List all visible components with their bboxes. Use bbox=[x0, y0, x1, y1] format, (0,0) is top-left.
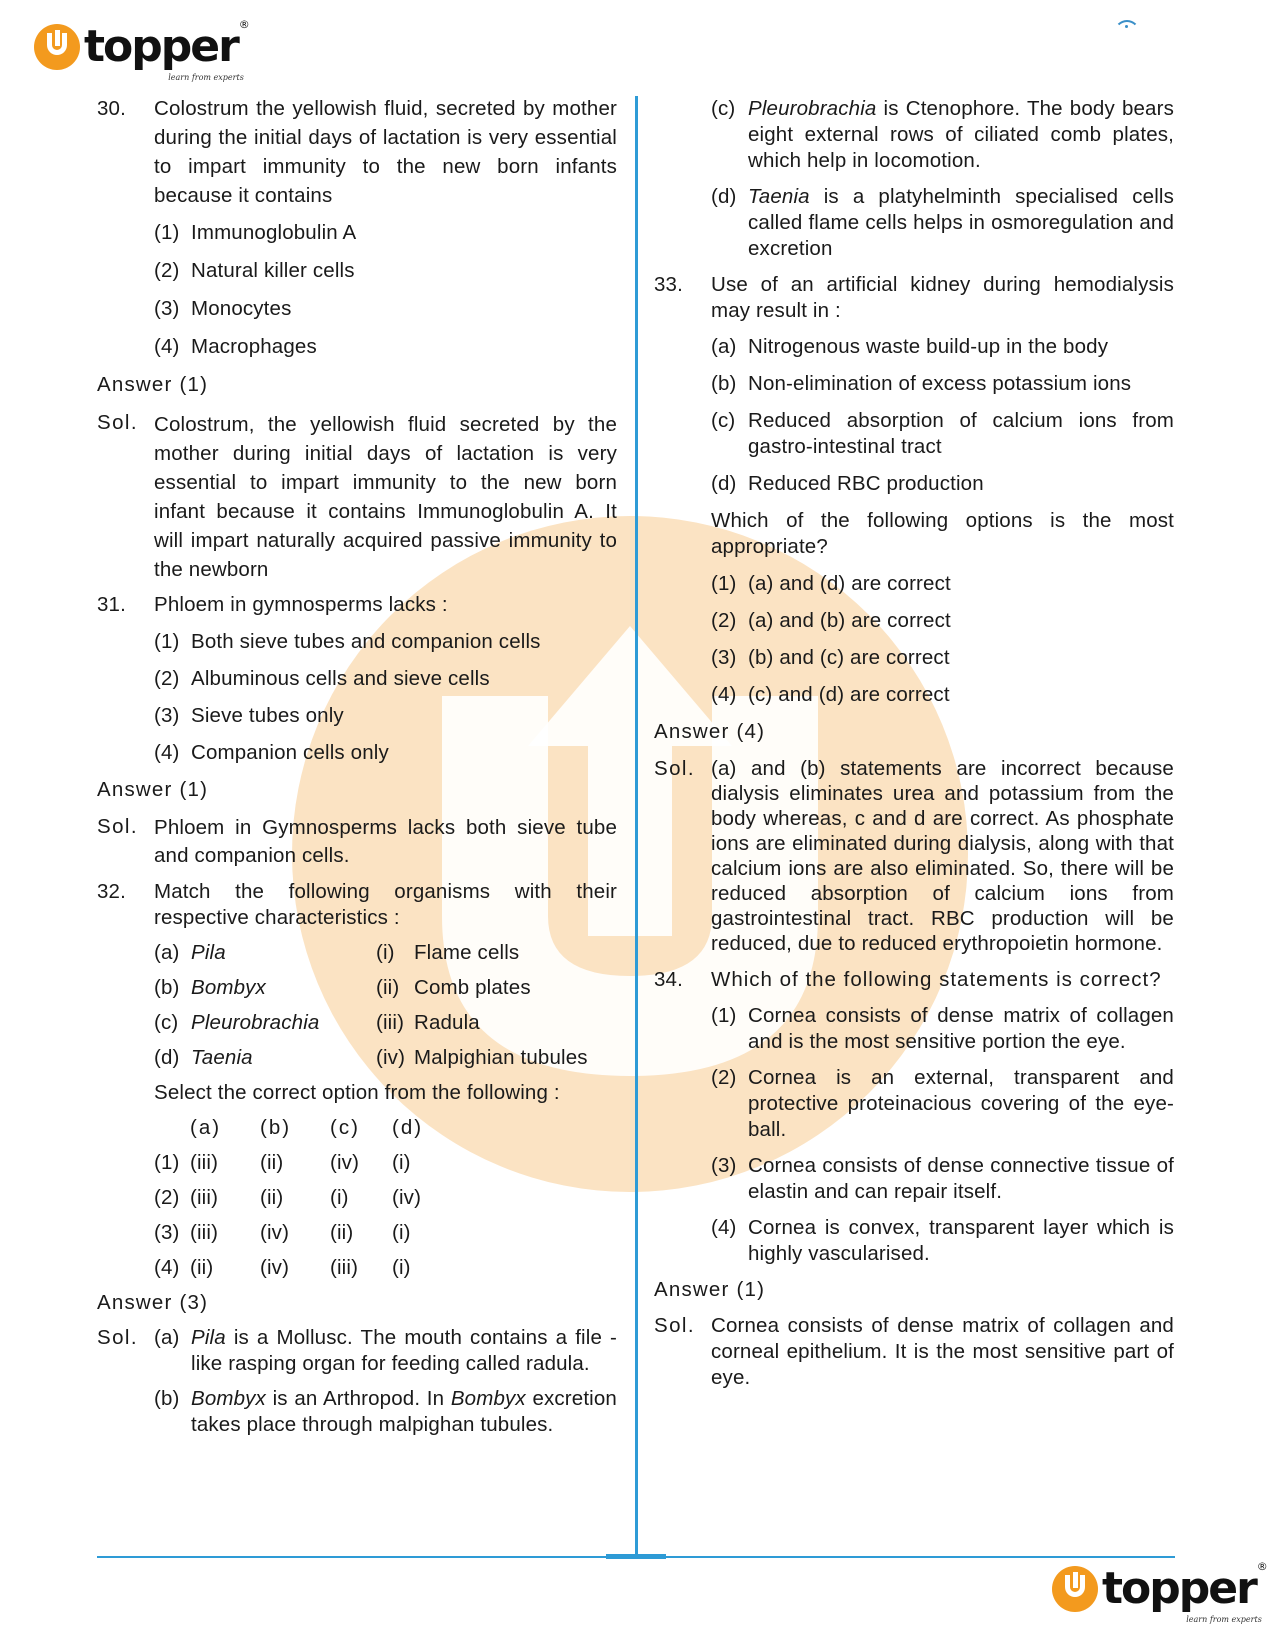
solution-text: Colostrum, the yellowish fluid secreted by the mother during initial days of lactation is very essential to impart immunity to the new born infant because it contains Immunoglobulin A. It will impart naturally acquired passive immunity to the newborn bbox=[154, 413, 617, 581]
grid-cell: (iii) bbox=[190, 1186, 219, 1209]
solution-30 bbox=[97, 410, 617, 584]
match-roman: (i) bbox=[376, 941, 395, 964]
match-row bbox=[154, 1010, 617, 1036]
option-label: (1) bbox=[711, 572, 737, 595]
statement-text: Non-elimination of excess potassium ions bbox=[748, 372, 1132, 395]
logo-wordmark bbox=[1102, 1560, 1268, 1624]
grid-cell: (i) bbox=[392, 1256, 411, 1279]
column-divider bbox=[635, 96, 638, 1558]
grid-cell: (iii) bbox=[190, 1151, 219, 1174]
organism-name: Pleurobrachia bbox=[191, 1011, 320, 1034]
solution-label: Sol. bbox=[97, 815, 138, 838]
solution-33 bbox=[654, 756, 1174, 956]
option-label: (1) bbox=[711, 1004, 737, 1027]
grid-cell: (iv) bbox=[260, 1221, 290, 1244]
grid-cell: (iv) bbox=[260, 1256, 290, 1279]
option bbox=[711, 1003, 1174, 1055]
grid-cell: (2) bbox=[154, 1186, 180, 1209]
option-text: (b) and (c) are correct bbox=[748, 646, 950, 669]
grid-header-cell: (b) bbox=[260, 1116, 292, 1139]
answer-line: Answer (3) bbox=[97, 1291, 209, 1314]
option-text: Natural killer cells bbox=[191, 259, 355, 282]
option-text: Companion cells only bbox=[191, 741, 389, 764]
question-prompt: Which of the following options is the most appropriate? bbox=[711, 509, 1174, 558]
grid-cell: (iii) bbox=[330, 1256, 359, 1279]
left-column bbox=[97, 96, 617, 1438]
topper-logo-footer bbox=[1052, 1560, 1268, 1624]
option bbox=[154, 220, 617, 246]
arc-icon bbox=[1114, 20, 1140, 46]
grid-row bbox=[154, 1185, 617, 1211]
logo-registered: ® bbox=[1256, 1560, 1268, 1573]
option bbox=[154, 334, 617, 360]
grid-cell: (i) bbox=[392, 1151, 411, 1174]
grid-cell: (4) bbox=[154, 1256, 180, 1279]
question-30 bbox=[97, 96, 617, 210]
answer-line: Answer (1) bbox=[97, 778, 209, 801]
grid-cell: (ii) bbox=[260, 1151, 284, 1174]
option-text: Cornea is convex, transparent layer which is highly vascularised. bbox=[748, 1216, 1174, 1265]
grid-row bbox=[154, 1150, 617, 1176]
option-text: Cornea consists of dense connective tissue of elastin and can repair itself. bbox=[748, 1154, 1174, 1203]
solution-item-label: (b) bbox=[154, 1387, 180, 1410]
option-text: Immunoglobulin A bbox=[191, 221, 357, 244]
organism-name: Taenia bbox=[748, 185, 810, 208]
solution-label: Sol. bbox=[97, 411, 138, 434]
grid-cell: (i) bbox=[330, 1186, 349, 1209]
question-number: 33. bbox=[654, 273, 683, 296]
characteristic: Comb plates bbox=[414, 976, 531, 999]
statement-label: (c) bbox=[711, 409, 736, 432]
solution-item-text: is a platyhelminth specialised cells called flame cells helps in osmoregulation and excretion bbox=[748, 185, 1174, 260]
topper-logo-icon bbox=[34, 24, 80, 70]
solution-item-text: excretion takes place through malpighan tubules. bbox=[191, 1387, 617, 1436]
question-text: Colostrum the yellowish fluid, secreted by mother during the initial days of lactation is very essential to impart immunity to the new born infants because it contains bbox=[154, 97, 617, 207]
statement-label: (d) bbox=[711, 472, 737, 495]
question-number: 32. bbox=[97, 880, 126, 903]
solution-item-label: (d) bbox=[711, 185, 737, 208]
option bbox=[711, 1153, 1174, 1205]
option bbox=[154, 740, 617, 766]
statement-label: (a) bbox=[711, 335, 737, 358]
option-label: (3) bbox=[711, 646, 737, 669]
match-label: (a) bbox=[154, 941, 180, 964]
question-number: 30. bbox=[97, 97, 126, 120]
statement bbox=[711, 371, 1174, 397]
option-text: (a) and (d) are correct bbox=[748, 572, 951, 595]
option-text: (a) and (b) are correct bbox=[748, 609, 951, 632]
option bbox=[711, 682, 1174, 708]
statement-text: Nitrogenous waste build-up in the body bbox=[748, 335, 1109, 358]
topper-logo-icon bbox=[1052, 1566, 1098, 1612]
match-label: (c) bbox=[154, 1011, 179, 1034]
option-label: (1) bbox=[154, 630, 180, 653]
question-text: Which of the following statements is correct? bbox=[711, 968, 1162, 991]
grid-cell: (iv) bbox=[330, 1151, 360, 1174]
option-label: (4) bbox=[711, 1216, 737, 1239]
option bbox=[711, 1065, 1174, 1143]
option-label: (2) bbox=[711, 609, 737, 632]
answer-line: Answer (4) bbox=[654, 720, 766, 743]
option-label: (4) bbox=[154, 335, 180, 358]
solution-item-d bbox=[711, 184, 1174, 262]
match-roman: (ii) bbox=[376, 976, 400, 999]
characteristic: Radula bbox=[414, 1011, 480, 1034]
option bbox=[711, 1215, 1174, 1267]
option bbox=[154, 703, 617, 729]
question-33 bbox=[654, 272, 1174, 324]
grid-cell: (ii) bbox=[190, 1256, 214, 1279]
organism-name: Pleurobrachia bbox=[748, 97, 877, 120]
logo-name: topper bbox=[84, 21, 238, 72]
option-text: (c) and (d) are correct bbox=[748, 683, 950, 706]
grid-cell: (3) bbox=[154, 1221, 180, 1244]
grid-cell: (iv) bbox=[392, 1186, 422, 1209]
solution-item-label: (a) bbox=[154, 1326, 180, 1349]
question-text: Use of an artificial kidney during hemodialysis may result in : bbox=[711, 273, 1174, 322]
option-label: (4) bbox=[711, 683, 737, 706]
option-label: (2) bbox=[154, 259, 180, 282]
statement bbox=[711, 408, 1174, 460]
statement-label: (b) bbox=[711, 372, 737, 395]
option bbox=[711, 645, 1174, 671]
match-row bbox=[154, 975, 617, 1001]
option-text: Cornea is an external, transparent and protective proteinacious covering of the eye-ball. bbox=[748, 1066, 1174, 1141]
logo-registered: ® bbox=[238, 18, 250, 31]
grid-cell: (ii) bbox=[260, 1186, 284, 1209]
solution-label: Sol. bbox=[654, 757, 695, 780]
grid-cell: (iii) bbox=[190, 1221, 219, 1244]
option bbox=[154, 629, 617, 655]
solution-label: Sol. bbox=[97, 1326, 138, 1349]
question-number: 34. bbox=[654, 968, 683, 991]
option-label: (3) bbox=[154, 704, 180, 727]
solution-text: Phloem in Gymnosperms lacks both sieve tube and companion cells. bbox=[154, 816, 617, 867]
match-row bbox=[154, 1045, 617, 1071]
solution-item-text: is an Arthropod. In bbox=[265, 1387, 451, 1410]
solution-34 bbox=[654, 1313, 1174, 1391]
grid-header-cell: (a) bbox=[190, 1116, 222, 1139]
solution-item-text: is a Mollusc. The mouth contains a file - like rasping organ for feeding called radula. bbox=[191, 1326, 617, 1375]
grid-header-cell: (c) bbox=[330, 1116, 360, 1139]
match-roman: (iii) bbox=[376, 1011, 405, 1034]
solution-text: Cornea consists of dense matrix of collagen and corneal epithelium. It is the most sensitive part of eye. bbox=[711, 1314, 1174, 1389]
option-label: (4) bbox=[154, 741, 180, 764]
statement bbox=[711, 471, 1174, 497]
characteristic: Flame cells bbox=[414, 941, 520, 964]
select-instruction: Select the correct option from the following : bbox=[154, 1081, 560, 1104]
option-text: Both sieve tubes and companion cells bbox=[191, 630, 541, 653]
right-column bbox=[654, 96, 1174, 1391]
question-32 bbox=[97, 879, 617, 931]
answer-line: Answer (1) bbox=[654, 1278, 766, 1301]
solution-item-b bbox=[154, 1386, 617, 1438]
organism-name: Bombyx bbox=[191, 1387, 266, 1410]
footer-rule-tab bbox=[606, 1554, 666, 1559]
match-roman: (iv) bbox=[376, 1046, 406, 1069]
question-34 bbox=[654, 967, 1174, 993]
logo-name: topper bbox=[1102, 1563, 1256, 1614]
grid-cell: (ii) bbox=[330, 1221, 354, 1244]
solution-31 bbox=[97, 814, 617, 870]
organism-name: Bombyx bbox=[450, 1387, 526, 1410]
option-text: Monocytes bbox=[191, 297, 292, 320]
organism-name: Bombyx bbox=[191, 976, 266, 999]
solution-text: (a) and (b) statements are incorrect because dialysis eliminates urea and potassium from the body whereas, c and d are correct. As phosphate ions are eliminated during dialysis, along with that calcium ions are also eliminated. So, there will be reduced absorption of calcium ions from gastrointestinal tract. RBC production will be reduced, due to reduced erythropoietin hormone. bbox=[711, 757, 1174, 955]
question-number: 31. bbox=[97, 593, 126, 616]
grid-row bbox=[154, 1255, 617, 1281]
option-text: Albuminous cells and sieve cells bbox=[191, 667, 490, 690]
match-label: (d) bbox=[154, 1046, 180, 1069]
option-label: (3) bbox=[154, 297, 180, 320]
option-label: (1) bbox=[154, 221, 180, 244]
statement-text: Reduced absorption of calcium ions from gastro-intestinal tract bbox=[748, 409, 1174, 458]
option bbox=[154, 258, 617, 284]
question-text: Phloem in gymnosperms lacks : bbox=[154, 593, 448, 616]
topper-logo bbox=[34, 18, 250, 82]
solution-label: Sol. bbox=[654, 1314, 695, 1337]
logo-wordmark bbox=[84, 18, 250, 82]
organism-name: Pila bbox=[191, 1326, 226, 1349]
solution-item-c bbox=[711, 96, 1174, 174]
match-label: (b) bbox=[154, 976, 180, 999]
solution-item-a bbox=[154, 1325, 617, 1377]
option bbox=[711, 608, 1174, 634]
grid-cell: (i) bbox=[392, 1221, 411, 1244]
grid-row bbox=[154, 1220, 617, 1246]
organism-name: Taenia bbox=[191, 1046, 253, 1069]
statement bbox=[711, 334, 1174, 360]
option bbox=[154, 296, 617, 322]
option-label: (3) bbox=[711, 1154, 737, 1177]
option-text: Macrophages bbox=[191, 335, 317, 358]
option bbox=[154, 666, 617, 692]
answer-line: Answer (1) bbox=[97, 373, 209, 396]
grid-header-cell: (d) bbox=[392, 1116, 424, 1139]
option-text: Sieve tubes only bbox=[191, 704, 344, 727]
solution-32 bbox=[97, 1325, 617, 1438]
option-text: Cornea consists of dense matrix of collagen and is the most sensitive portion the eye. bbox=[748, 1004, 1174, 1053]
option-label: (2) bbox=[154, 667, 180, 690]
characteristic: Malpighian tubules bbox=[414, 1046, 588, 1069]
option-label: (2) bbox=[711, 1066, 737, 1089]
grid-header bbox=[154, 1115, 617, 1141]
statement-text: Reduced RBC production bbox=[748, 472, 984, 495]
logo-tagline: learn from experts bbox=[1186, 1615, 1262, 1624]
logo-tagline: learn from experts bbox=[168, 73, 244, 82]
organism-name: Pila bbox=[191, 941, 226, 964]
solution-item-text: is Ctenophore. The body bears eight external rows of ciliated comb plates, which help in locomotion. bbox=[748, 97, 1174, 172]
question-31 bbox=[97, 592, 617, 618]
grid-cell: (1) bbox=[154, 1151, 180, 1174]
match-row bbox=[154, 940, 617, 966]
option bbox=[711, 571, 1174, 597]
solution-item-label: (c) bbox=[711, 97, 736, 120]
question-text: Match the following organisms with their respective characteristics : bbox=[154, 880, 617, 929]
